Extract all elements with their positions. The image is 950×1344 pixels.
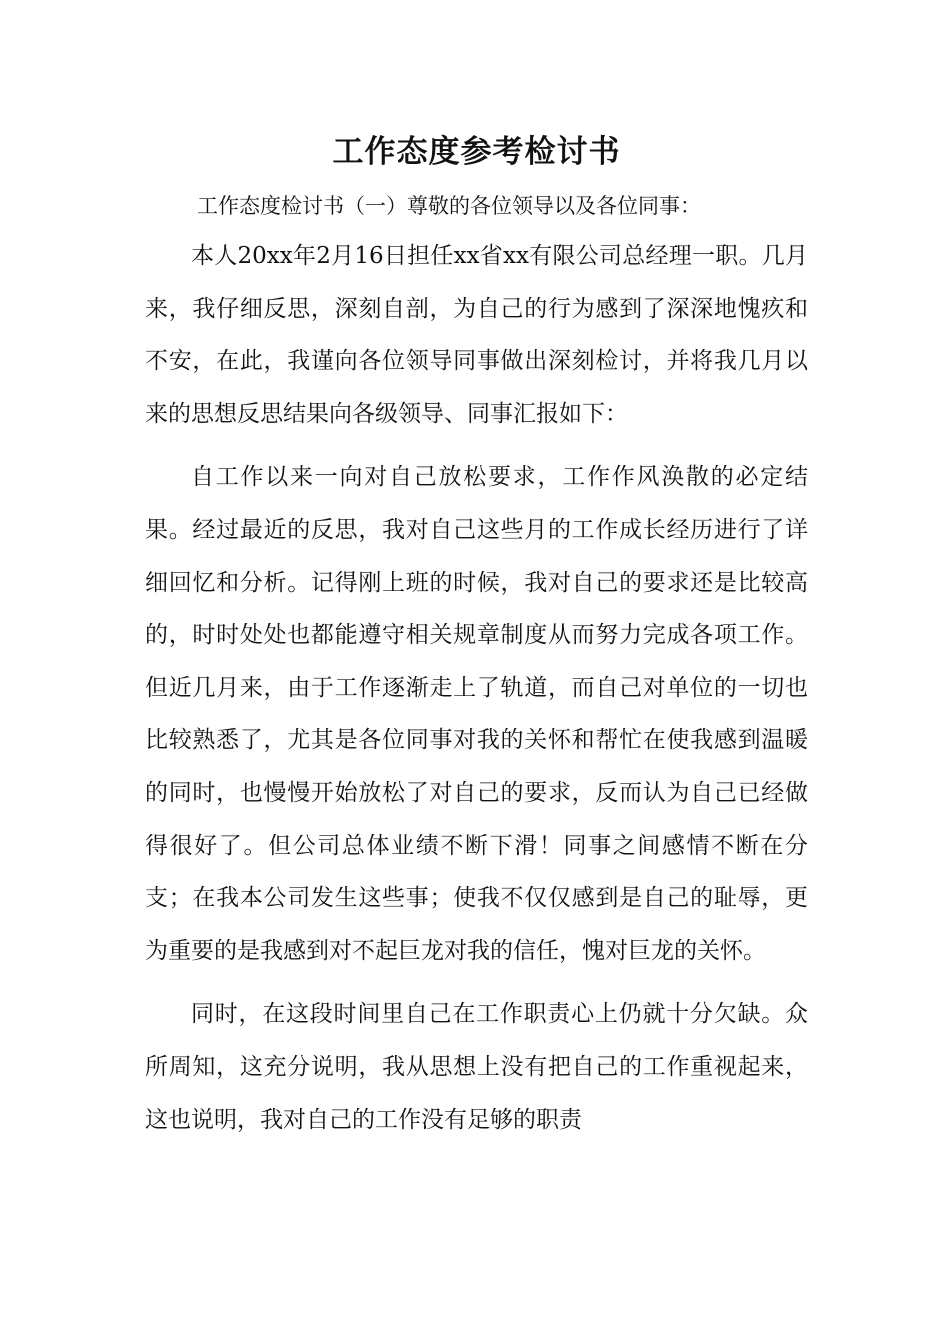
- document-title: 工作态度参考检讨书: [332, 134, 621, 170]
- paragraph-1: 本人20xx年2月16日担任xx省xx有限公司总经理一职。几月来，我仔细反思，深刻自剖，为自己的行为感到了深深地愧疚和不安，在此，我谨向各位领导同事做出深刻检讨，并将我几月以来的思想反思结果向各级领导、同事汇报如下：: [145, 243, 808, 427]
- paragraph-2: 自工作以来一向对自己放松要求，工作作风涣散的必定结果。经过最近的反思，我对自己这些月的工作成长经历进行了详细回忆和分析。记得刚上班的时候，我对自己的要求还是比较高的，时时处处也都能遵守相关规章制度从而努力完成各项工作。但近几月来，由于工作逐渐走上了轨道，而自己对单位的一切也比较熟悉了，尤其是各位同事对我的关怀和帮忙在使我感到温暖的同时，也慢慢开始放松了对自己的要求，反而认为自己已经做得很好了。但公司总体业绩不断下滑！同事之间感情不断在分支；在我本公司发生这些事；使我不仅仅感到是自己的耻辱，更为重要的是我感到对不起巨龙对我的信任，愧对巨龙的关怀。: [145, 464, 808, 964]
- paragraph-3: 同时，在这段时间里自己在工作职责心上仍就十分欠缺。众所周知，这充分说明，我从思想上没有把自己的工作重视起来，这也说明，我对自己的工作没有足够的职责: [145, 1001, 808, 1133]
- intro-line: 工作态度检讨书（一）尊敬的各位领导以及各位同事：: [197, 194, 701, 218]
